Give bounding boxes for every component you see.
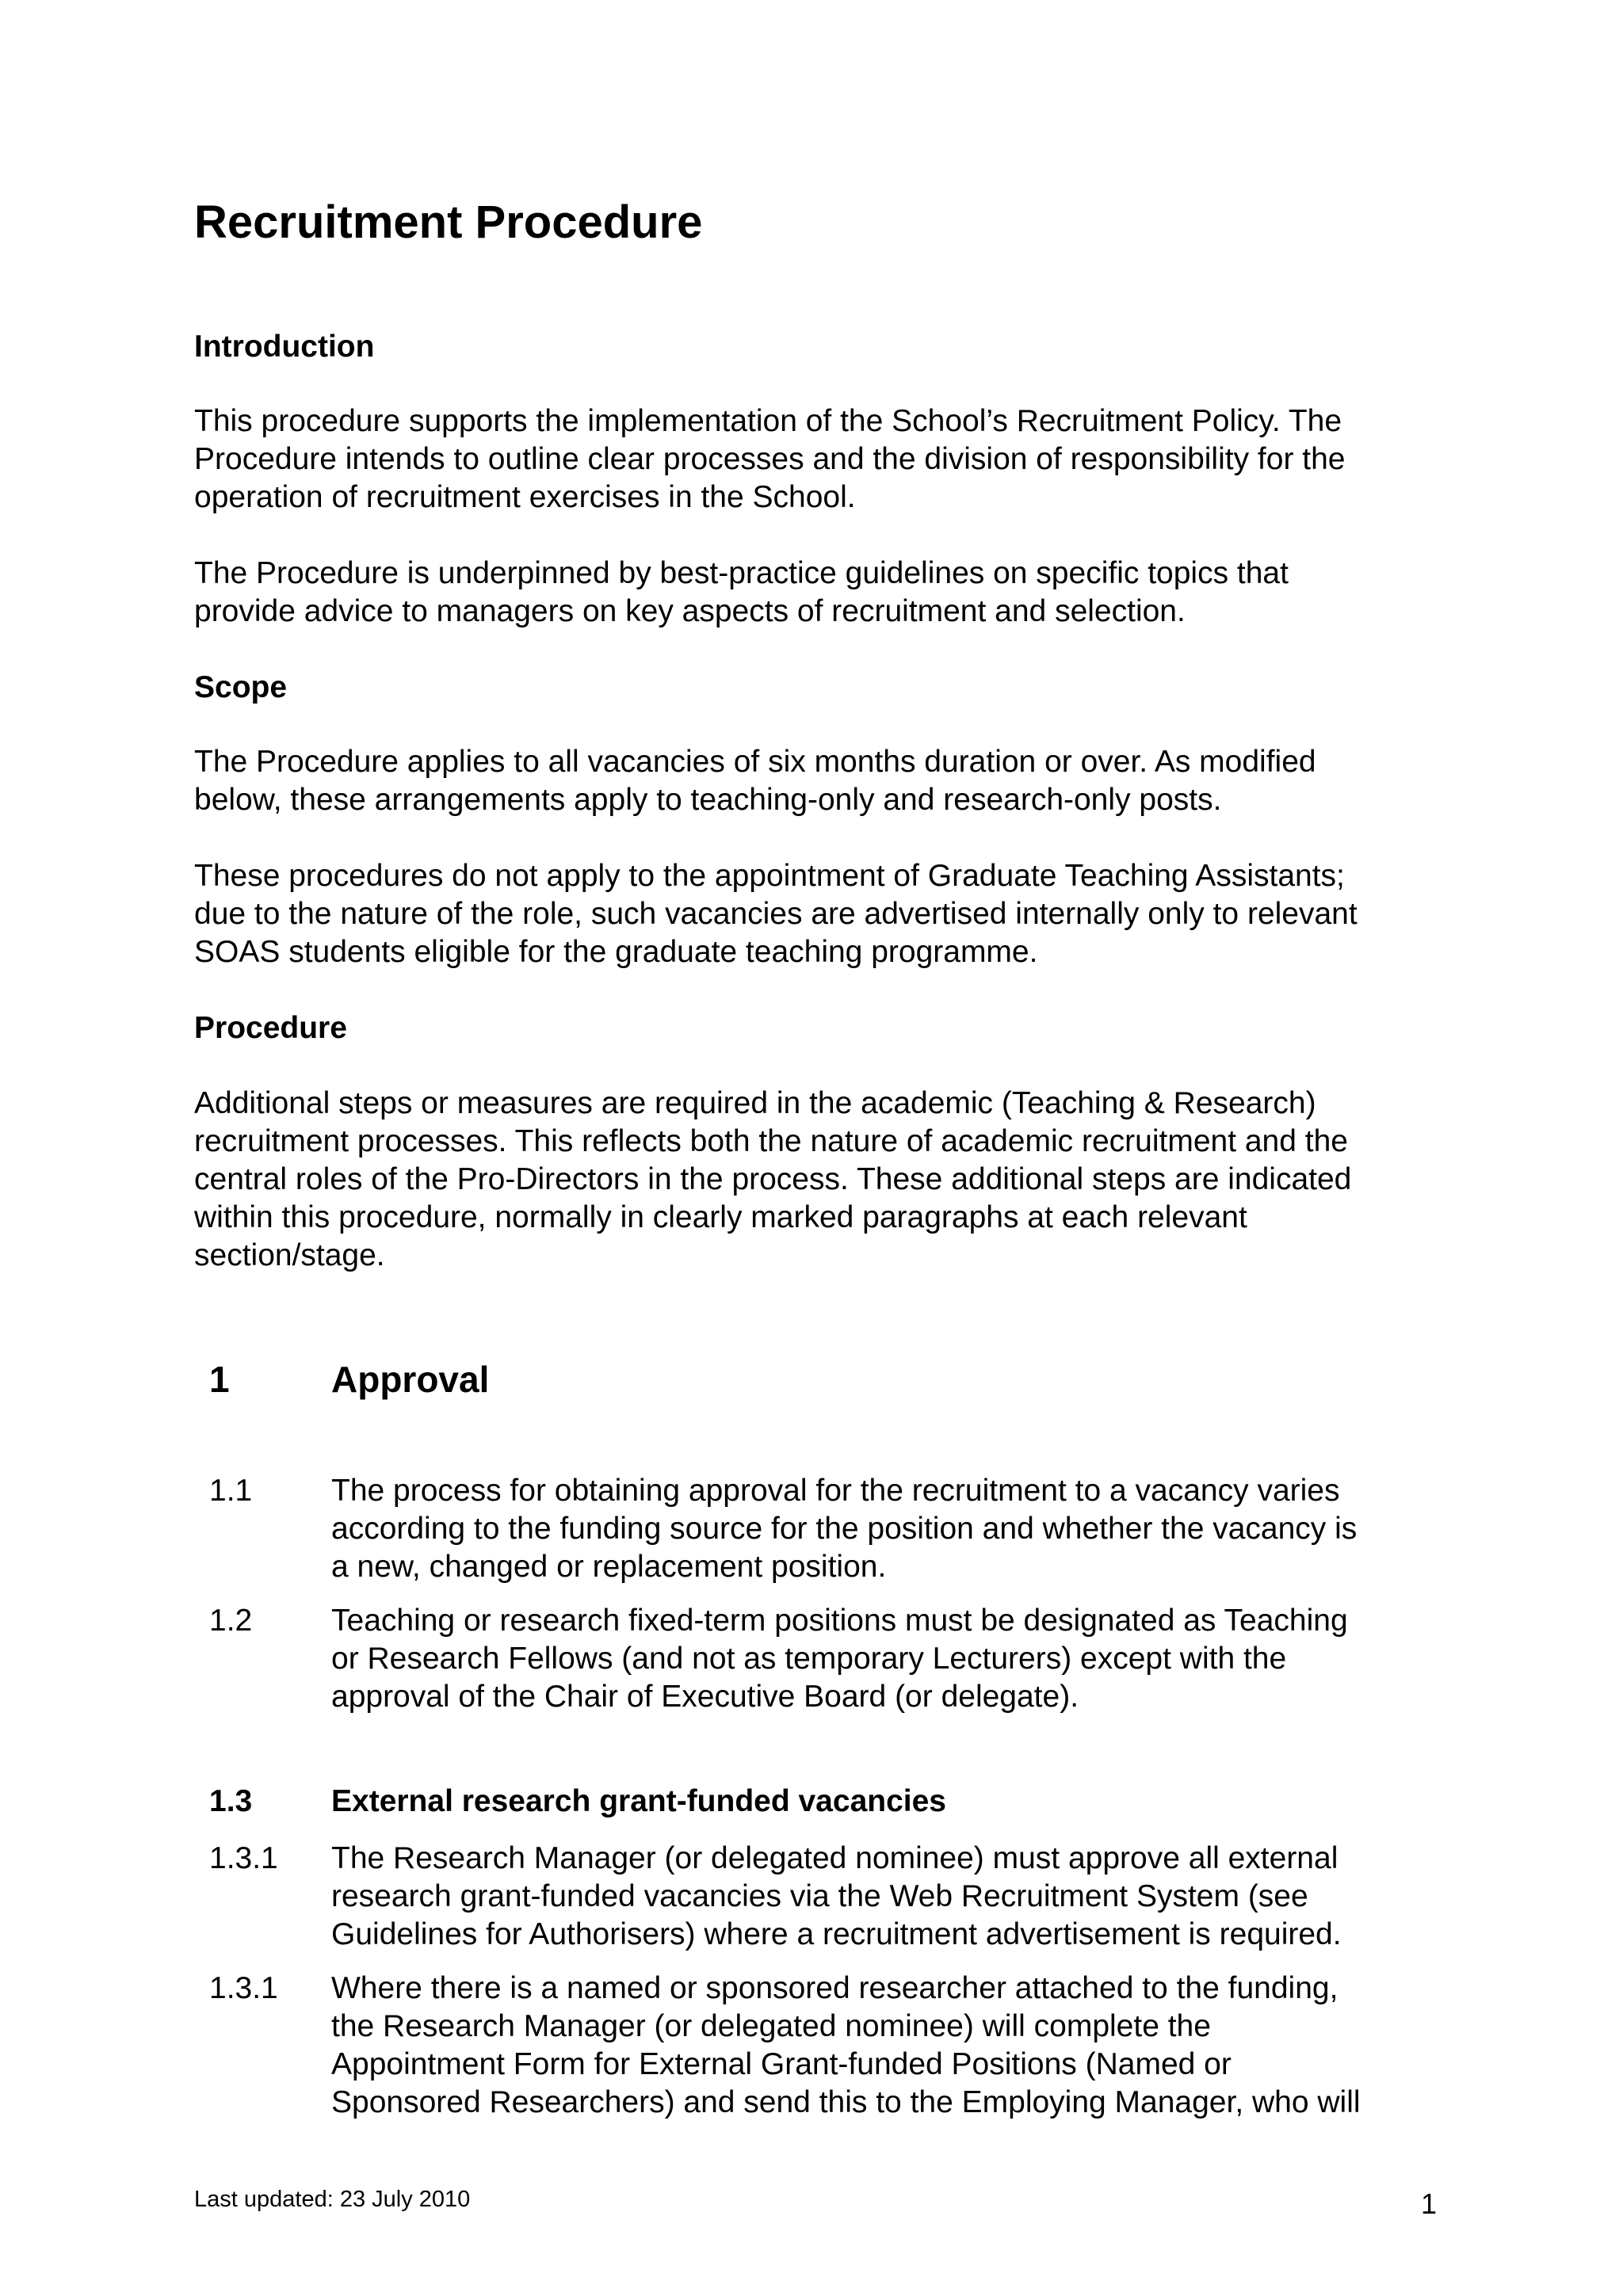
item-1-3-1-number: 1.3.1 [209,1841,278,1875]
item-1-2-number: 1.2 [209,1604,253,1638]
item-1-3-1b-number: 1.3.1 [209,1971,278,2005]
last-updated-footer: Last updated: 23 July 2010 [194,2187,471,2212]
section-1-title: Approval [331,1359,490,1400]
text-line: below, these arrangements apply to teaching-only and research-only posts. [194,783,1222,817]
text-line: Sponsored Researchers) and send this to the Employing Manager, who will [331,2085,1361,2119]
text-line: within this procedure, normally in clearly marked paragraphs at each relevant [194,1200,1247,1234]
scope-paragraph-2 [194,857,1478,971]
text-line: approval of the Chair of Executive Board (or delegate). [331,1680,1079,1714]
text-line: the Research Manager (or delegated nominee) will complete the [331,2009,1211,2043]
text-line: or Research Fellows (and not as temporary Lecturers) except with the [331,1642,1287,1676]
text-line: central roles of the Pro-Directors in the process. These additional steps are indicated [194,1162,1352,1196]
text-line: This procedure supports the implementation of the School’s Recruitment Policy. The [194,404,1342,438]
text-line: The Procedure applies to all vacancies of six months duration or over. As modified [194,745,1316,779]
text-line: operation of recruitment exercises in the School. [194,480,856,514]
procedure-paragraph-1 [194,1085,1478,1275]
subsection-1-3-title: External research grant-funded vacancies [331,1784,946,1818]
subsection-1-3-number: 1.3 [209,1784,253,1818]
item-1-2-text [331,1602,1488,1716]
page-number: 1 [1421,2187,1438,2220]
text-line: The process for obtaining approval for the recruitment to a vacancy varies [331,1474,1340,1508]
text-line: according to the funding source for the position and whether the vacancy is [331,1512,1358,1546]
text-line: Teaching or research fixed-term positions must be designated as Teaching [331,1604,1348,1638]
section-1-number: 1 [209,1359,230,1400]
text-line: Additional steps or measures are required in the academic (Teaching & Research) [194,1086,1316,1120]
introduction-heading: Introduction [194,330,375,364]
text-line: Where there is a named or sponsored researcher attached to the funding, [331,1971,1338,2005]
text-line: These procedures do not apply to the appointment of Graduate Teaching Assistants; [194,859,1345,893]
item-1-3-1-text [331,1840,1488,1954]
introduction-paragraph-2 [194,555,1478,631]
item-1-1-text [331,1472,1488,1586]
text-line: Guidelines for Authorisers) where a recruitment advertisement is required. [331,1917,1342,1951]
text-line: The Procedure is underpinned by best-practice guidelines on specific topics that [194,556,1289,590]
text-line: Procedure intends to outline clear processes and the division of responsibility for the [194,442,1346,476]
text-line: research grant-funded vacancies via the Web Recruitment System (see [331,1879,1308,1913]
scope-heading: Scope [194,670,288,704]
item-1-1-number: 1.1 [209,1474,253,1508]
text-line: a new, changed or replacement position. [331,1550,887,1584]
document-title: Recruitment Procedure [194,196,703,248]
text-line: Appointment Form for External Grant-funded Positions (Named or [331,2047,1232,2081]
text-line: due to the nature of the role, such vacancies are advertised internally only to relevant [194,897,1358,931]
text-line: The Research Manager (or delegated nominee) must approve all external [331,1841,1338,1875]
scope-paragraph-1 [194,743,1478,819]
text-line: SOAS students eligible for the graduate teaching programme. [194,935,1038,969]
text-line: section/stage. [194,1238,385,1272]
text-line: provide advice to managers on key aspects of recruitment and selection. [194,594,1186,628]
text-line: recruitment processes. This reflects both the nature of academic recruitment and the [194,1124,1348,1158]
item-1-3-1b-text [331,1970,1488,2122]
introduction-paragraph-1 [194,402,1478,517]
procedure-heading: Procedure [194,1011,347,1045]
